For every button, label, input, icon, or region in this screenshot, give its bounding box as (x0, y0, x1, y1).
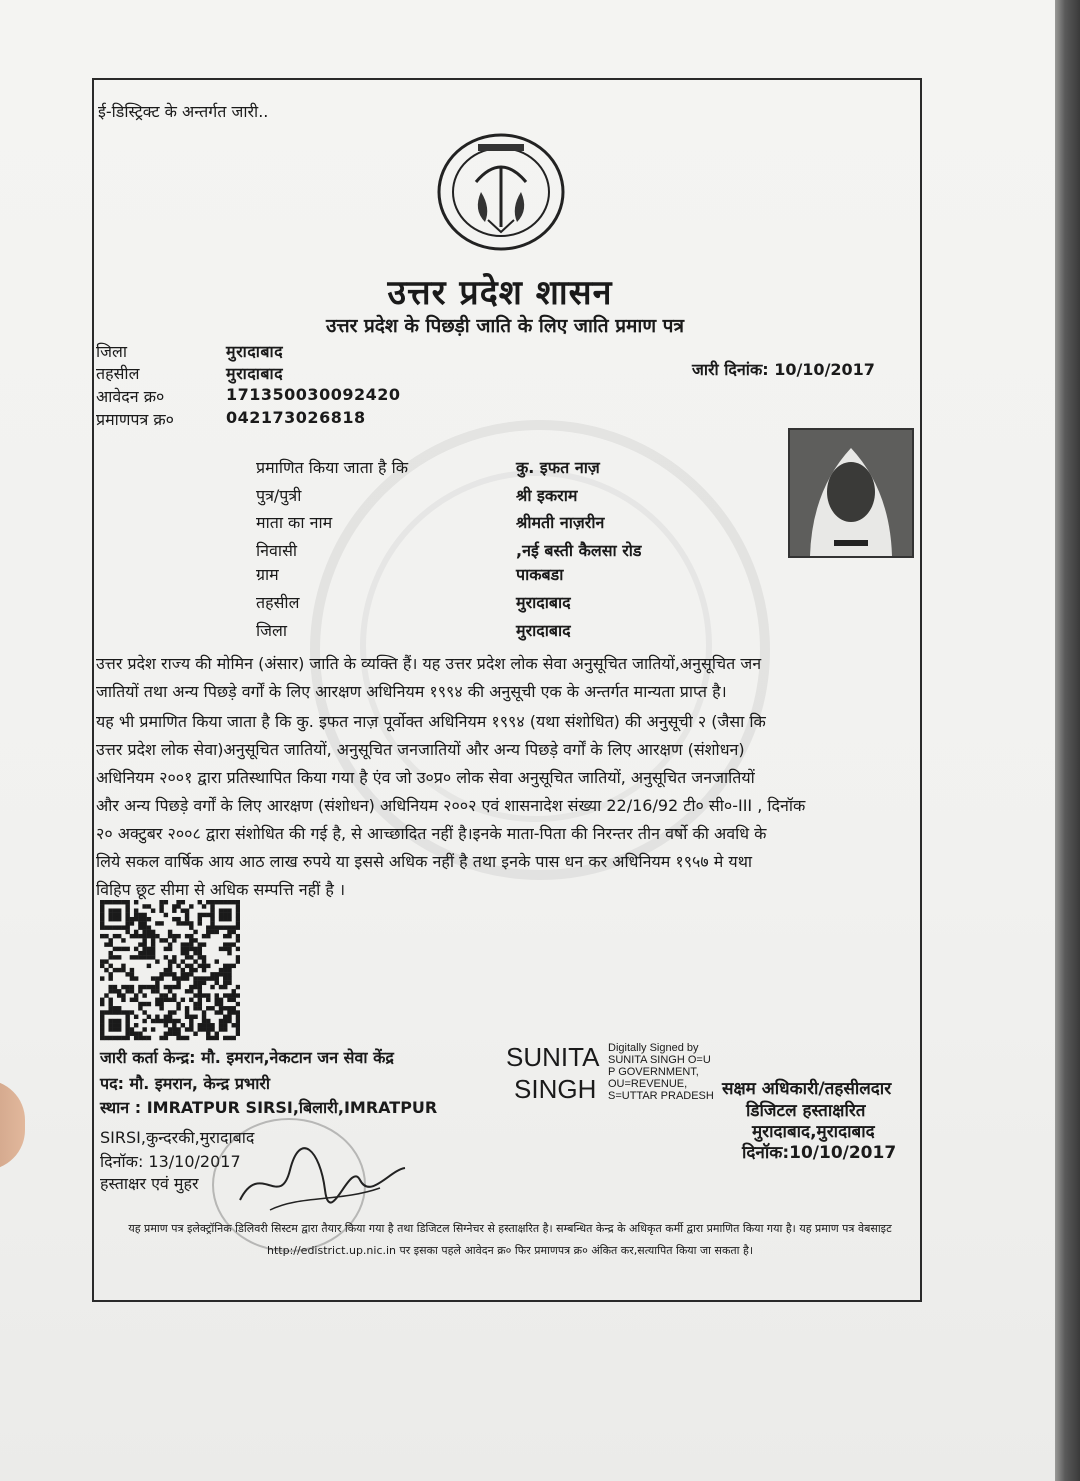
certificate-body-line: २० अक्टुबर २००८ द्वारा संशोधित की गई है, से आच्छादित नहीं है।इनके माता-पिता की निरन्तर तीन वर्षो की अवधि के (96, 824, 767, 843)
digital-signature-detail-line: S=UTTAR PRADESH (608, 1090, 714, 1102)
up-government-emblem-icon (436, 132, 566, 252)
certificate-body-line: उत्तर प्रदेश लोक सेवा)अनुसूचित जातियों, अनुसूचित जनजातियों और अन्य पिछड़े वर्गों के लिए आरक्षण (संशोधन) (96, 740, 745, 759)
district-label: जिला (96, 342, 128, 361)
digital-signature-name-line2: SINGH (514, 1074, 597, 1104)
applicant-photo (788, 428, 914, 558)
application-number-value: 171350030092420 (226, 385, 401, 404)
resident-value: ,नई बस्ती कैलसा रोड (516, 541, 642, 560)
certificate-body-line: यह भी प्रमाणित किया जाता है कि कु. इफत नाज़ पूर्वोक्त अधिनियम १९९४ (यथा संशोधित) की अनुसूची २ (जैसा कि (96, 712, 766, 731)
certificate-number-label: प्रमाणपत्र क्र० (96, 410, 174, 429)
issuer-post: पद: मौ. इमरान, केन्द्र प्रभारी (100, 1074, 271, 1093)
detail-district-value: मुरादाबाद (516, 621, 571, 640)
district-value: मुरादाबाद (226, 342, 284, 361)
qr-code-icon (100, 900, 240, 1042)
detail-label: पुत्र/पुत्री (256, 486, 302, 505)
background-edge (1055, 0, 1080, 1481)
parent-name-value: श्री इकराम (516, 486, 578, 505)
certificate-body-line: और अन्य पिछड़े वर्गों के लिए आरक्षण (संशोधन) अधिनियम २००२ एवं शासनादेश संख्या 22/16/92 टी० सी०-III , दिनॉक (96, 796, 806, 815)
detail-label: तहसील (256, 593, 300, 612)
certificate-body-line: जातियों तथा अन्य पिछड़े वर्गों के लिए आरक्षण अधिनियम १९९४ की अनुसूची एक के अन्तर्गत मान्यता प्राप्त है। (96, 682, 727, 701)
digital-signature-details (608, 1042, 714, 1102)
detail-label: माता का नाम (256, 513, 333, 532)
applicant-name-value: कु. इफत नाज़ (516, 458, 600, 477)
tehsil-label: तहसील (96, 364, 140, 383)
detail-label: निवासी (256, 541, 298, 560)
officer-designation: सक्षम अधिकारी/तहसीलदार (722, 1079, 892, 1099)
edistrict-note: ई-डिस्ट्रिक्ट के अन्तर्गत जारी.. (98, 102, 269, 121)
document-subtitle: उत्तर प्रदेश के पिछड़ी जाति के लिए जाति प्रमाण पत्र (326, 315, 684, 337)
digital-signature-detail-line: OU=REVENUE, (608, 1078, 688, 1090)
document-title: उत्तर प्रदेश शासन (387, 273, 613, 313)
issuer-sign-label: हस्ताक्षर एवं मुहर (100, 1174, 199, 1193)
handwritten-signature-icon (230, 1140, 410, 1220)
applicant-portrait-icon (790, 430, 912, 556)
issuer-date: दिनॉक: 13/10/2017 (100, 1152, 241, 1171)
detail-tehsil-value: मुरादाबाद (516, 593, 571, 612)
digital-signature-name-line1: SUNITA (506, 1042, 600, 1072)
detail-label: प्रमाणित किया जाता है कि (256, 458, 409, 477)
issuer-place-line1: स्थान : IMRATPUR SIRSI,बिलारी,IMRATPUR (100, 1098, 438, 1117)
detail-label: ग्राम (256, 565, 279, 584)
application-number-label: आवेदन क्र० (96, 387, 165, 406)
mother-name-value: श्रीमती नाज़रीन (516, 513, 605, 532)
digital-signature-detail-line: P GOVERNMENT, (608, 1066, 699, 1078)
certificate-body-line: अधिनियम २००१ द्वारा प्रतिस्थापित किया गया है एंव जो उ०प्र० लोक सेवा अनुसूचित जातियों, अनुसूचित जनजातियों (96, 768, 755, 787)
issuer-place-line2: SIRSI,कुन्दरकी,मुरादाबाद (100, 1128, 255, 1147)
certificate-number-value: 042173026818 (226, 408, 366, 427)
certificate-body-line: विहिप छूट सीमा से अधिक सम्पत्ति नहीं है । (96, 880, 346, 899)
footer-verification-note: यह प्रमाण पत्र इलेक्ट्रॉनिक डिलिवरी सिस्टम द्वारा तैयार किया गया है तथा डिजिटल सिग्नेचर से हस्ताक्षरित है। सम्बन्धित केन्द्र के अधिकृत कर्मी द्वारा प्रमाणित किया गया है। यह प्रमाण पत्र वेबसाइट http://edistrict.up.nic.in पर इसका पहले आवेदन क्र० फिर प्रमाणपत्र क्र० अंकित कर,सत्यापित किया जा सकता है। (128, 1222, 892, 1257)
issuing-center: जारी कर्ता केन्द्र: मौ. इमरान,नेकटान जन सेवा केंद्र (100, 1048, 394, 1067)
officer-digitally-signed: डिजिटल हस्ताक्षरित (746, 1101, 866, 1121)
certificate-body-line: लिये सकल वार्षिक आय आठ लाख रुपये या इससे अधिक नहीं है तथा इनके पास धन कर अधिनियम १९५७ मे यथा (96, 852, 753, 871)
issue-date: जारी दिनांक: 10/10/2017 (692, 360, 875, 379)
certificate-body-line: उत्तर प्रदेश राज्य की मोमिन (अंसार) जाति के व्यक्ति हैं। यह उत्तर प्रदेश लोक सेवा अनुसूचित जातियों,अनुसूचित जन (96, 654, 762, 673)
detail-label: जिला (256, 621, 288, 640)
digital-signature-detail-line: Digitally Signed by (608, 1042, 699, 1054)
tehsil-value: मुरादाबाद (226, 364, 284, 383)
digital-signature-detail-line: SUNITA SINGH O=U (608, 1054, 711, 1066)
officer-place: मुरादाबाद,मुरादाबाद (752, 1122, 875, 1142)
village-value: पाकबडा (516, 565, 564, 584)
officer-date: दिनॉक:10/10/2017 (742, 1143, 897, 1163)
